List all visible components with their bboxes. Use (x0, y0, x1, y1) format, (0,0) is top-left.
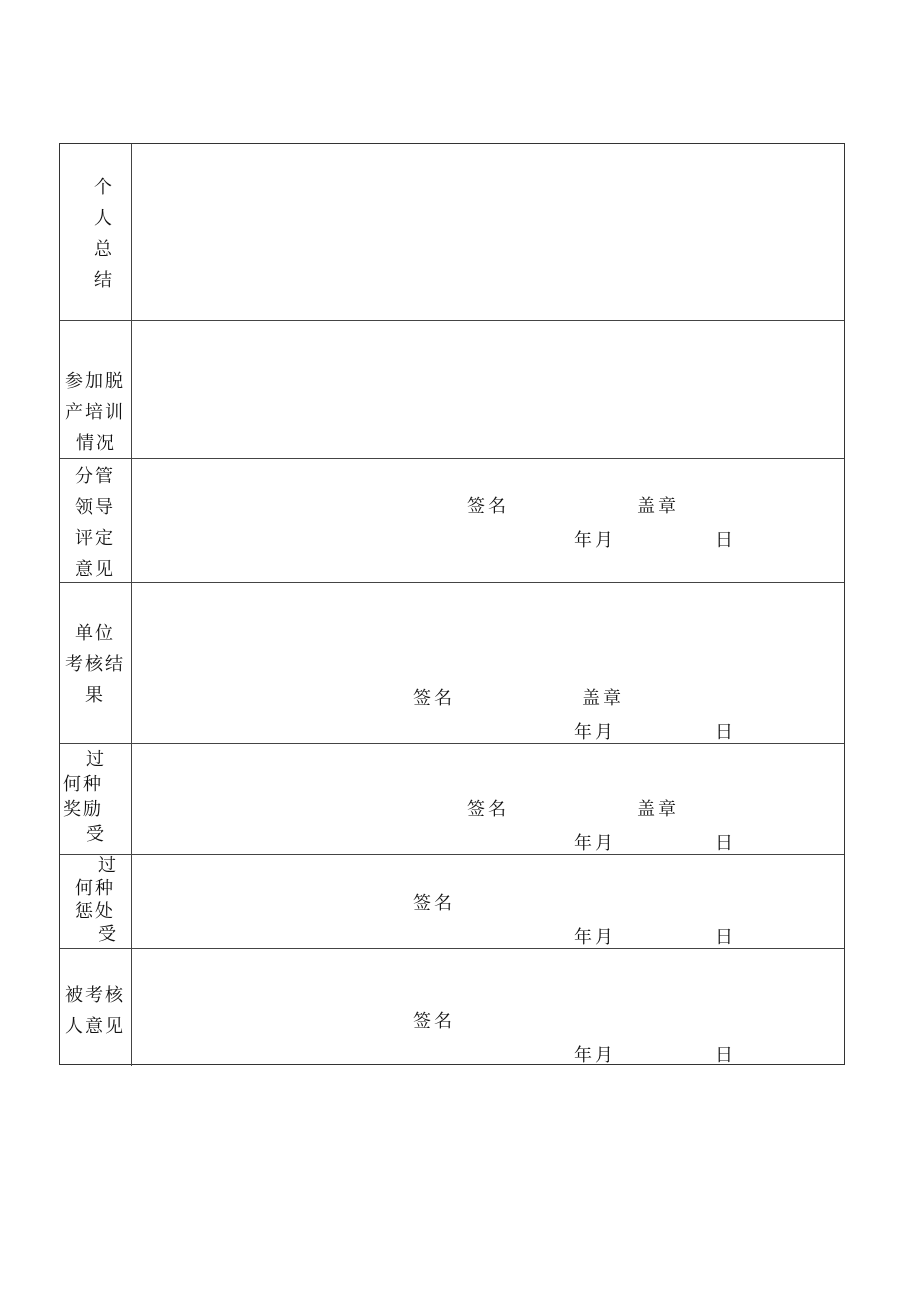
training-field[interactable] (133, 321, 844, 458)
label-punishments (60, 855, 132, 948)
label-line: 领导 (75, 497, 115, 518)
year-month-label: 年月 (574, 530, 616, 551)
label-leader-opinion (60, 459, 132, 582)
sign-label: 签名 (467, 496, 509, 517)
day-label: 日 (715, 530, 736, 551)
row-leader-opinion (60, 459, 844, 583)
label-line: 过 (86, 749, 106, 770)
label-personal-summary (60, 144, 132, 320)
label-line: 总 (94, 239, 114, 260)
day-label: 日 (715, 1045, 736, 1066)
label-training (60, 321, 132, 458)
personal-summary-field[interactable] (133, 144, 844, 320)
label-line: 何种 (63, 774, 103, 795)
label-line: 过 (98, 855, 118, 876)
day-label: 日 (715, 833, 736, 854)
label-line: 奖励 (63, 799, 103, 820)
label-line: 人意见 (65, 1016, 125, 1037)
label-line: 被考核 (65, 985, 125, 1006)
sign-label: 签名 (413, 1011, 455, 1032)
label-line: 结 (94, 270, 114, 291)
row-training (60, 321, 844, 459)
label-line: 产培训 (65, 402, 125, 423)
label-line: 参加脱 (65, 371, 125, 392)
row-punishments (60, 855, 844, 949)
label-line: 人 (94, 208, 114, 229)
label-line: 意见 (75, 559, 115, 580)
row-unit-result (60, 583, 844, 744)
label-line: 受 (98, 924, 118, 945)
year-month-label: 年月 (574, 833, 616, 854)
label-line: 考核结 (65, 654, 125, 675)
seal-label: 盖章 (582, 688, 624, 709)
label-line: 惩处 (75, 901, 115, 922)
label-line: 情况 (76, 433, 116, 454)
label-line: 何种 (75, 878, 115, 899)
sign-label: 签名 (413, 688, 455, 709)
sign-label: 签名 (413, 893, 455, 914)
day-label: 日 (715, 927, 736, 948)
label-self-opinion (60, 949, 132, 1066)
label-line: 受 (86, 824, 106, 845)
label-line: 果 (85, 685, 105, 706)
row-rewards (60, 744, 844, 855)
row-self-opinion (60, 949, 844, 1066)
label-line: 分管 (75, 466, 115, 487)
seal-label: 盖章 (637, 799, 679, 820)
label-line: 评定 (75, 528, 115, 549)
assessment-form-table (59, 143, 845, 1065)
seal-label: 盖章 (637, 496, 679, 517)
row-personal-summary (60, 144, 844, 321)
label-line: 个 (94, 177, 114, 198)
label-line: 单位 (75, 623, 115, 644)
year-month-label: 年月 (574, 1045, 616, 1066)
day-label: 日 (715, 722, 736, 743)
label-unit-result (60, 583, 132, 743)
year-month-label: 年月 (574, 927, 616, 948)
sign-label: 签名 (467, 799, 509, 820)
year-month-label: 年月 (574, 722, 616, 743)
label-rewards (60, 744, 132, 854)
